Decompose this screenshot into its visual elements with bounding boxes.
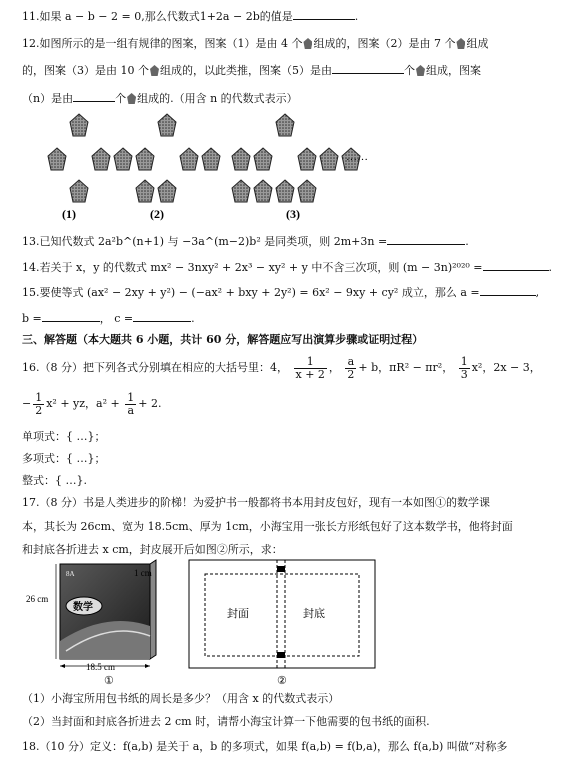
width-label: 18.5 cm bbox=[86, 662, 115, 672]
answer-blank bbox=[73, 90, 115, 102]
pebble-pattern-figure bbox=[0, 112, 581, 222]
q12-text: 组成的，图案（2）是由 7 个 bbox=[313, 37, 456, 50]
pebble-icon bbox=[127, 93, 136, 104]
book-figure bbox=[26, 556, 166, 686]
q15-line2 bbox=[22, 310, 195, 326]
q12-text: 12.如图所示的是一组有规律的图案，图案（1）是由 4 个 bbox=[22, 37, 303, 50]
pebble-icon bbox=[298, 148, 316, 170]
pebble-icon bbox=[232, 180, 250, 202]
pebble-icon bbox=[48, 148, 66, 170]
q16-text: − bbox=[22, 397, 32, 410]
pebble-icon bbox=[202, 148, 220, 170]
q15-b-label: b = bbox=[22, 312, 42, 325]
q15 bbox=[22, 284, 539, 300]
thickness-label: 1 cm bbox=[134, 568, 152, 578]
q15-end: . bbox=[191, 312, 195, 325]
answer-blank bbox=[332, 62, 404, 74]
pebble-icon bbox=[158, 114, 176, 136]
q14-text: 14.若关于 x，y 的代数式 mx² − 3nxy² + 2x³ − xy² + y 中不含三次项，则 (m − 3n)²⁰²⁰ = bbox=[22, 261, 483, 274]
answer-blank bbox=[42, 310, 100, 322]
fraction-numerator: 1 bbox=[35, 390, 43, 404]
figure-label-2: (2) bbox=[150, 207, 164, 221]
polynomial-set: 多项式：{ …}； bbox=[22, 452, 106, 465]
pebble-icon bbox=[416, 65, 425, 76]
q16-text: x² + yz，a² + bbox=[46, 397, 120, 410]
figure-caption-1: ① bbox=[104, 675, 114, 686]
book-title: 数学 bbox=[73, 602, 93, 613]
q18: 18.（10 分）定义：f(a,b) 是关于 a，b 的多项式，如果 f(a,b) = f(b,a)，那么 f(a,b) 叫做“对称多 bbox=[22, 740, 508, 753]
q12-text: 组成，图案 bbox=[426, 64, 481, 77]
pebble-icon bbox=[70, 114, 88, 136]
fraction-numerator: 1 bbox=[460, 354, 468, 368]
pebble-icon bbox=[276, 114, 294, 136]
answer-blank bbox=[133, 310, 191, 322]
q16-line1: 16.（8 分）把下列各式分别填在相应的大括号里：4， $\frac{1}{x + 2}$ ， $\frac{a}{2}$ + b，πR² − πr²， $\frac{1}{3}$ x²，2x − 3， bbox=[22, 354, 541, 381]
q11-text: 11.如果 a − b − 2 = 0,那么代数式1+2a − 2b的值是 bbox=[22, 10, 293, 23]
pebble-icon bbox=[114, 148, 132, 170]
front-cover-label: 封面 bbox=[227, 608, 249, 620]
pebble-icon bbox=[158, 180, 176, 202]
back-cover-label: 封底 bbox=[303, 608, 325, 620]
q12-line1 bbox=[22, 37, 488, 51]
answer-blank bbox=[387, 233, 465, 245]
q12-text: 个 bbox=[115, 92, 127, 105]
q16-text: + b，πR² − πr²， bbox=[358, 361, 454, 374]
ellipsis: …… bbox=[346, 151, 368, 163]
q12-text: 组成 bbox=[466, 37, 489, 50]
pebble-icon bbox=[320, 148, 338, 170]
answer-blank bbox=[293, 8, 355, 20]
unfolded-cover-figure bbox=[185, 556, 385, 688]
pebble-icon bbox=[92, 148, 110, 170]
pebble-icon bbox=[456, 38, 465, 49]
q17-part2: （2）当封面和封底各折进去 2 cm 时，请帮小海宝计算一下他需要的包书纸的面积. bbox=[22, 715, 430, 728]
q16-text: x²，2x − 3， bbox=[471, 361, 541, 374]
q14-end: . bbox=[548, 261, 553, 274]
pebble-icon bbox=[136, 180, 154, 202]
q15-text: 15.要使等式 (ax² − 2xy + y²) − (−ax² + bxy + 2y²) = 6x² − 9xy + cy² 成立，那么 a = bbox=[22, 286, 480, 299]
pebble-icon bbox=[232, 148, 250, 170]
section-heading: 三、解答题（本大题共 6 小题，共计 60 分，解答题应写出演算步骤或证明过程） bbox=[22, 333, 424, 346]
book-badge: 8A bbox=[66, 570, 75, 578]
fraction bbox=[459, 356, 470, 381]
fraction-numerator: 1 bbox=[127, 390, 135, 404]
q16-text: + 2. bbox=[138, 397, 162, 410]
fraction-denominator: 2 bbox=[347, 367, 355, 381]
q12-text: 组成的.（用含 n 的代数式表示） bbox=[137, 92, 298, 105]
pebble-icon bbox=[276, 180, 294, 202]
q12-text: 组成的，以此类推，图案（5）是由 bbox=[160, 64, 332, 77]
q14 bbox=[22, 259, 552, 275]
fraction bbox=[294, 356, 327, 381]
pebble-icon bbox=[254, 148, 272, 170]
q17-line3: 和封底各折进去 x cm，封皮展开后如图②所示，求： bbox=[22, 543, 283, 556]
pebble-icon bbox=[254, 180, 272, 202]
q12-text: （n）是由 bbox=[22, 92, 74, 105]
q13 bbox=[22, 233, 469, 249]
height-label: 26 cm bbox=[26, 594, 49, 604]
q16-text: 16.（8 分）把下列各式分别填在相应的大括号里：4， bbox=[22, 361, 288, 374]
integral-set: 整式：{ …}. bbox=[22, 474, 87, 487]
pebble-icon bbox=[298, 180, 316, 202]
figure-caption-2: ② bbox=[277, 675, 287, 687]
pebble-icon bbox=[180, 148, 198, 170]
pebble-icon bbox=[70, 180, 88, 202]
q11 bbox=[22, 8, 358, 24]
monomial-set: 单项式：{ …}； bbox=[22, 430, 106, 443]
paper-outline bbox=[189, 560, 375, 668]
q11-end: . bbox=[354, 10, 359, 23]
figure-label-3: (3) bbox=[286, 207, 300, 221]
fraction-denominator: 2 bbox=[35, 403, 43, 417]
answer-blank bbox=[480, 284, 536, 296]
fraction-numerator: 1 bbox=[294, 356, 327, 369]
q13-end: . bbox=[465, 235, 469, 248]
q17-line2: 本，其长为 26cm、宽为 18.5cm、厚为 1cm，小海宝用一张长方形纸包好了这本数学书，他将封面 bbox=[22, 520, 513, 533]
pebble-icon bbox=[303, 38, 312, 49]
fraction-denominator: x + 2 bbox=[295, 367, 325, 381]
q15-c-label: ， c = bbox=[99, 312, 134, 325]
q15-end: , bbox=[535, 286, 540, 299]
q17-part1: （1）小海宝所用包书纸的周长是多少？（用含 x 的代数式表示） bbox=[22, 692, 340, 705]
fraction bbox=[345, 356, 356, 381]
fraction-denominator: 3 bbox=[460, 367, 468, 381]
q12-text: 的，图案（3）是由 10 个 bbox=[22, 64, 149, 77]
fraction-denominator: a bbox=[127, 403, 135, 417]
q12-line2 bbox=[22, 62, 481, 78]
figure-label-1: (1) bbox=[62, 207, 76, 221]
fraction bbox=[125, 392, 136, 417]
q12-text: 个 bbox=[404, 64, 415, 77]
q13-text: 13.已知代数式 2a²b^(n+1) 与 −3a^(m−2)b² 是同类项，则 2m+3n = bbox=[22, 235, 388, 248]
pebble-icon bbox=[136, 148, 154, 170]
q12-line3 bbox=[22, 90, 298, 106]
pebble-icon bbox=[150, 65, 159, 76]
fraction bbox=[33, 392, 44, 417]
answer-blank bbox=[483, 259, 549, 271]
fraction-numerator: a bbox=[345, 356, 356, 369]
q16-line2 bbox=[22, 390, 161, 418]
q17-line1: 17.（8 分）书是人类进步的阶梯！为爱护书一般都将书本用封皮包好，现有一本如图①的数学课 bbox=[22, 496, 490, 509]
